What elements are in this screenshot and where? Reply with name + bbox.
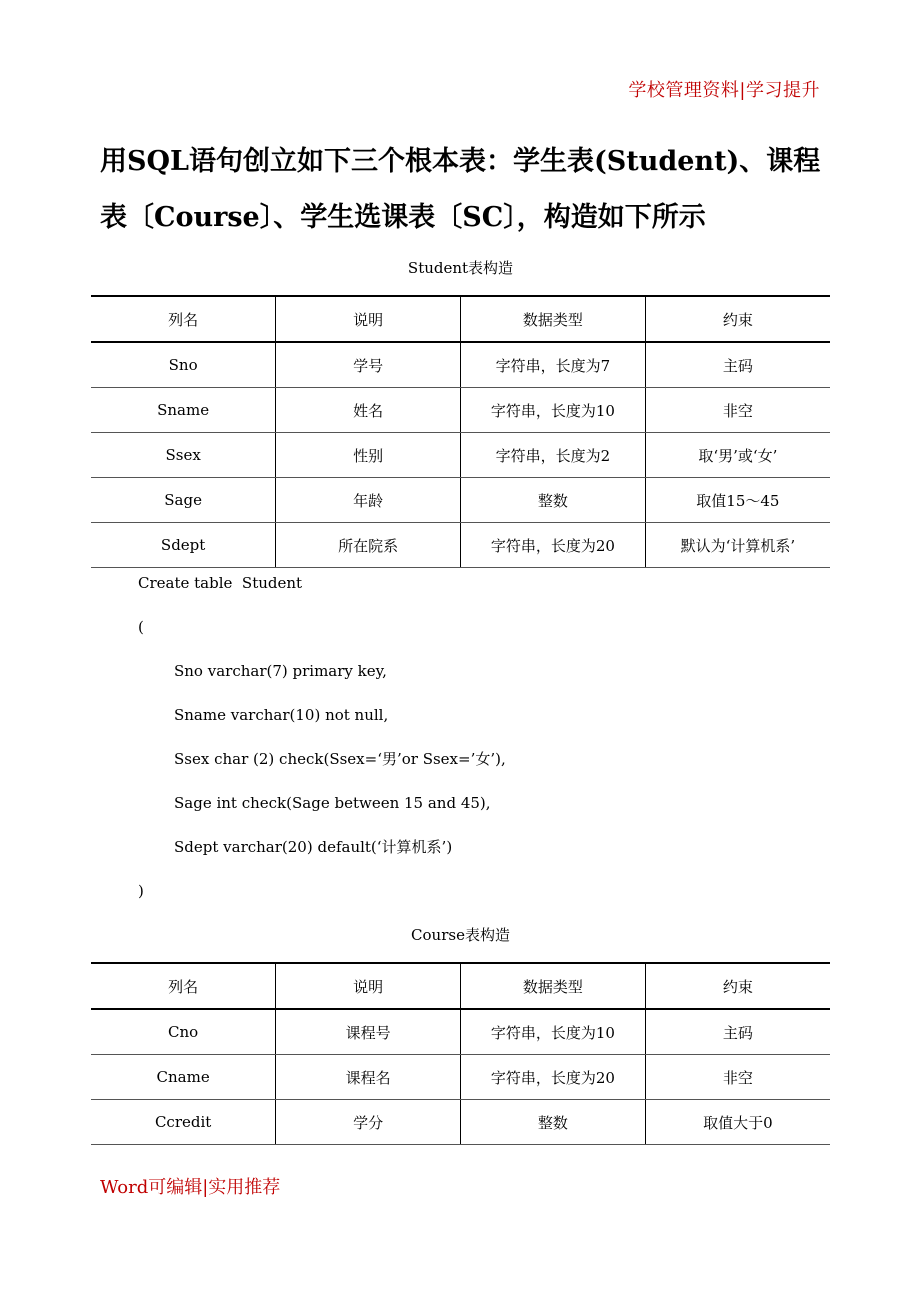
code-line: ( — [138, 618, 144, 636]
column-header: 说明 — [276, 296, 461, 342]
table-cell: 字符串，长度为10 — [461, 1009, 646, 1055]
table-cell: 所在院系 — [276, 523, 461, 568]
table-row — [91, 1009, 830, 1055]
table-header-row — [91, 963, 830, 1009]
table-cell: 整数 — [461, 1100, 646, 1145]
table-cell: 默认为‘计算机系’ — [645, 523, 830, 568]
column-header: 列名 — [91, 296, 276, 342]
table-cell: 字符串，长度为20 — [461, 1055, 646, 1100]
table-cell: Sno — [91, 342, 276, 388]
table-cell: 主码 — [645, 1009, 830, 1055]
column-header: 约束 — [645, 963, 830, 1009]
table-cell: 字符串，长度为20 — [461, 523, 646, 568]
table-cell: 字符串，长度为7 — [461, 342, 646, 388]
table-row — [91, 388, 830, 433]
table-header-row — [91, 296, 830, 342]
column-header: 说明 — [276, 963, 461, 1009]
table-row — [91, 433, 830, 478]
code-line: Sage int check(Sage between 15 and 45), — [174, 794, 491, 812]
table-row — [91, 1100, 830, 1145]
header-note: 学校管理资料|学习提升 — [628, 80, 820, 101]
course-table-caption: Course表构造 — [411, 926, 510, 944]
table-cell: 学号 — [276, 342, 461, 388]
table-cell: 整数 — [461, 478, 646, 523]
table-cell: 课程名 — [276, 1055, 461, 1100]
course-structure-table — [91, 962, 830, 1145]
page-title: 用SQL语句创立如下三个根本表：学生表(Student)、课程表〔Course〕、学生选课表〔SC〕，构造如下所示 — [100, 146, 821, 233]
table-cell: 字符串，长度为2 — [461, 433, 646, 478]
code-line: Ssex char (2) check(Ssex=‘男’or Ssex=’女’), — [174, 750, 506, 768]
column-header: 数据类型 — [461, 963, 646, 1009]
code-line: Sno varchar(7) primary key, — [174, 662, 387, 680]
table-cell: 主码 — [645, 342, 830, 388]
student-structure-table — [91, 295, 830, 568]
footer-note: Word可编辑|实用推荐 — [100, 1177, 281, 1198]
table-row — [91, 523, 830, 568]
table-cell: 性别 — [276, 433, 461, 478]
table-cell: 学分 — [276, 1100, 461, 1145]
table-row — [91, 478, 830, 523]
code-line: ) — [138, 882, 144, 900]
table-cell: 非空 — [645, 1055, 830, 1100]
table-cell: Ccredit — [91, 1100, 276, 1145]
table-cell: Sname — [91, 388, 276, 433]
table-cell: 取值15～45 — [645, 478, 830, 523]
table-cell: Sage — [91, 478, 276, 523]
table-cell: 取‘男’或‘女’ — [645, 433, 830, 478]
table-cell: 取值大于0 — [645, 1100, 830, 1145]
table-cell: Ssex — [91, 433, 276, 478]
column-header: 约束 — [645, 296, 830, 342]
table-cell: 字符串，长度为10 — [461, 388, 646, 433]
table-row — [91, 1055, 830, 1100]
table-cell: 年龄 — [276, 478, 461, 523]
table-cell: 课程号 — [276, 1009, 461, 1055]
code-line: Sdept varchar(20) default(‘计算机系’) — [174, 838, 453, 856]
table-cell: Sdept — [91, 523, 276, 568]
column-header: 数据类型 — [461, 296, 646, 342]
column-header: 列名 — [91, 963, 276, 1009]
table-row — [91, 342, 830, 388]
code-line: Create table Student — [138, 574, 303, 592]
table-cell: 姓名 — [276, 388, 461, 433]
sql-code-block — [138, 572, 506, 924]
table-cell: Cname — [91, 1055, 276, 1100]
table-cell: Cno — [91, 1009, 276, 1055]
student-table-caption: Student表构造 — [407, 259, 514, 277]
code-line: Sname varchar(10) not null, — [174, 706, 389, 724]
table-cell: 非空 — [645, 388, 830, 433]
